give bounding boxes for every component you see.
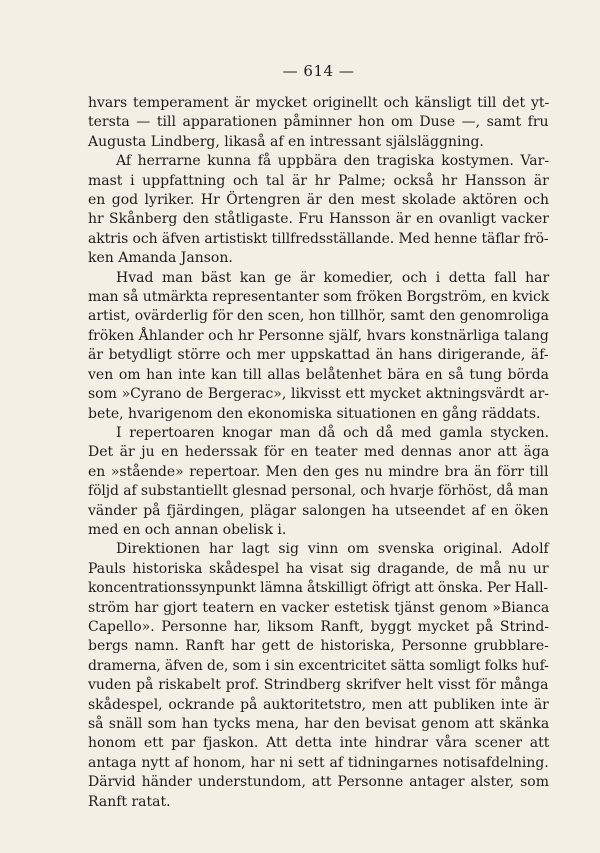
text-line: I repertoaren knogar man då och då med gamla stycken. [116,424,550,441]
text-line: dramerna, äfven de, som i sin excentricitet sätta somligt folks huf- [88,657,549,674]
text-line: mast i uppfattning och tal är hr Palme; också hr Hansson är [88,172,549,189]
text-line: ström har gjort teatern en vacker estetisk tjänst genom »Bianca [88,599,550,616]
text-line: Capello». Personne har, liksom Ranft, byggt mycket på Strind- [88,618,550,635]
text-line: Augusta Lindberg, likaså af en intressant själsläggning. [88,133,484,150]
text-line: är betydligt större och mer uppskattad än hans dirigerande, äf- [88,347,549,364]
text-line: antaga nytt af honom, har ni sett af tidningarnes notisafdelning. [88,754,549,771]
text-line: en god lyriker. Hr Örtengren är den mest skolade aktören och [88,192,550,209]
paragraph-5 [88,540,549,812]
text-line: fröken Åhlander och hr Personne själf, hvars konstnärliga talang [88,327,549,344]
text-line: tersta — till apparationen påminner hon om Duse —, samt fru [88,114,549,131]
text-line: med en och annan obelisk i. [88,521,287,538]
text-line: Af herrarne kunna få uppbära den tragiska kostymen. Var- [116,153,550,170]
paragraph-1 [88,94,549,152]
paragraph-4 [88,424,549,540]
text-line: bete, hvarigenom den ekonomiska situationen en gång räddats. [88,405,541,422]
text-line: artist, ovärderlig för den scen, hon tillhör, samt den genomroliga [88,308,549,325]
text-line: Ranft ratat. [88,793,171,810]
text-line: Hvad man bäst kan ge är komedier, och i detta fall har [116,269,550,286]
text-line: Det är ju en hederssak för en teater med dennas anor att äga [88,444,550,461]
text-line: så snäll som han tycks mena, har den bevisat genom att skänka [88,716,550,732]
text-line: Pauls historiska skådespel ha visat sig dragande, de må nu ur [88,560,549,577]
text-line: Därvid händer understundom, att Personne antager alster, som [88,774,549,791]
paragraph-2 [88,152,549,268]
paragraph-3 [88,269,549,424]
text-line: en »stående» repertoar. Men den ges nu mindre bra än förr till [88,463,549,480]
text-line: ven om han inte kan till allas belåtenhet bära en så tung börda [88,366,550,383]
text-line: man så utmärkta representanter som fröken Borgström, en kvick [88,289,550,306]
text-line: honom ett par fjaskon. Att detta inte hindrar våra scener att [88,735,550,752]
text-line: vänder på fjärdingen, plägar salongen ha utseendet af en öken [88,502,549,519]
text-line: hvars temperament är mycket originellt och känsligt till det yt- [88,95,550,111]
text-line: aktris och äfven artistiskt tillfredsställande. Med henne täflar frö- [88,230,549,247]
text-body [88,94,549,812]
text-line: hr Skånberg den ståtligaste. Fru Hansson är en ovanligt vacker [88,211,549,228]
text-line: koncentrationssynpunkt lämna åtskilligt öfrigt att önska. Per Hall- [88,580,548,597]
text-line: följd af substantiellt glesnad personal, och hvarje förhöst, då man [88,483,549,500]
text-line: skådespel, ockrande på auktoritetstro, men att publiken inte är [88,696,549,713]
text-line: Direktionen har lagt sig vinn om svenska original. Adolf [116,541,549,558]
text-line: ken Amanda Janson. [88,250,233,267]
text-line: som »Cyrano de Bergerac», likvisst ett mycket aktningsvärdt ar- [88,386,550,403]
text-line: bergs namn. Ranft har gett de historiska, Personne grubblare- [88,638,549,655]
text-line: vuden på riskabelt prof. Strindberg skrifver helt visst för många [88,677,549,694]
page-number: — 614 — [282,62,355,80]
